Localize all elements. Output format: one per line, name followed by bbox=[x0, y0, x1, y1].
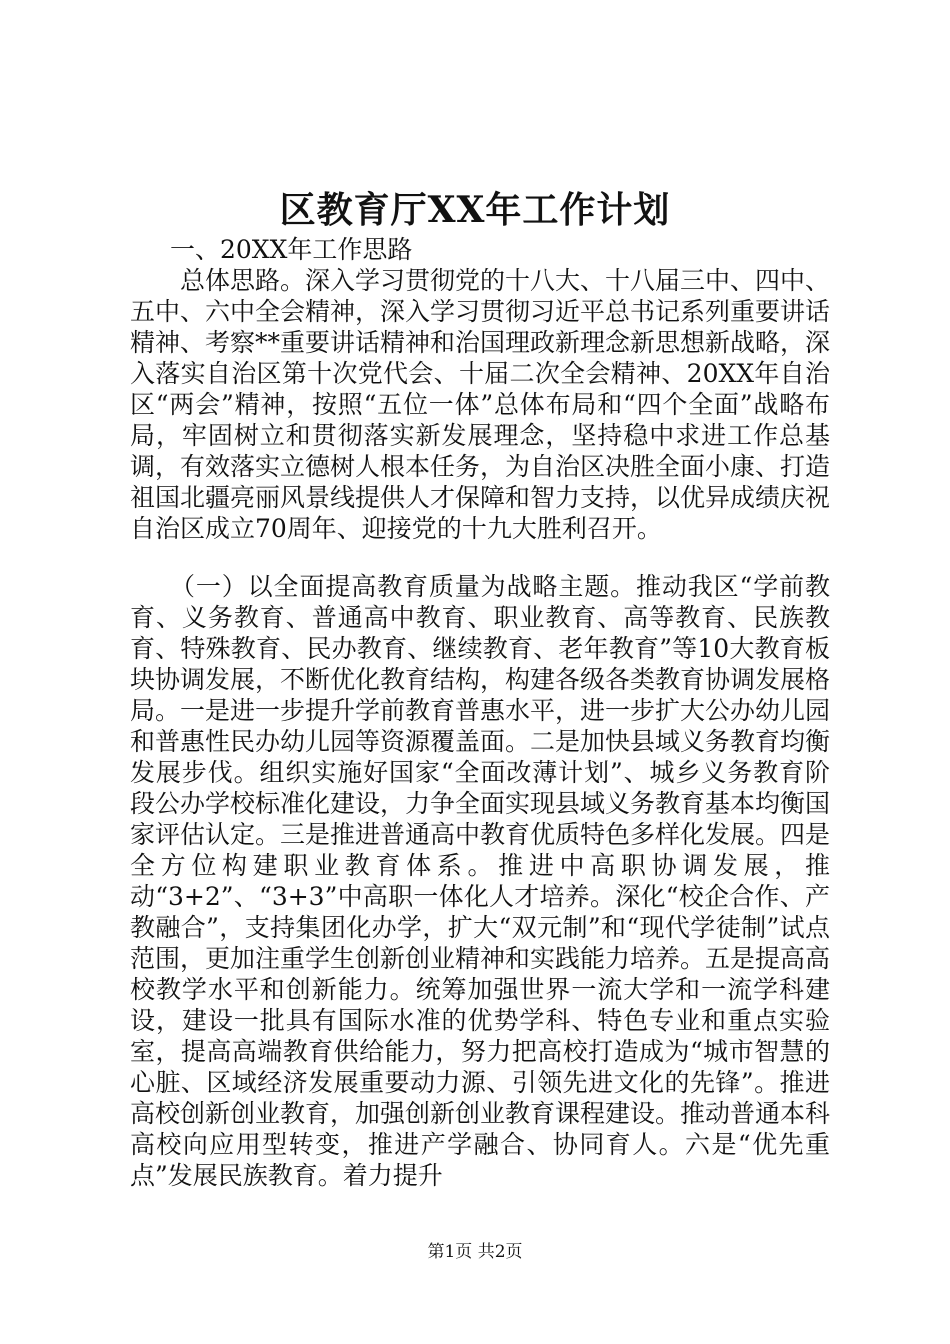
page-footer: 第1页 共2页 bbox=[427, 1242, 523, 1262]
paragraph-education-quality: （一）以全面提高教育质量为战略主题。推动我区“学前教育、义务教育、普通高中教育、职业教育、高等教育、民族教育、特殊教育、民办教育、继续教育、老年教育”等10大教育板块协调发展，不断优化教育结构，构建各级各类教育协调发展格局。一是进一步提升学前教育普惠水平，进一步扩大公办幼儿园和普惠性民办幼儿园等资源覆盖面。二是加快县域义务教育均衡发展步伐。组织实施好国家“全面改薄计划”、城乡义务教育阶段公办学校标准化建设，力争全面实现县域义务教育基本均衡国家评估认定。三是推进普通高中教育优质特色多样化发展。四是全方位构建职业教育体系。推进中高职协调发展，推动“3+2”、“3+3”中高职一体化人才培养。深化“校企合作、产教融合”，支持集团化办学，扩大“双元制”和“现代学徒制”试点范围，更加注重学生创新创业精神和实践能力培养。五是提高高校教学水平和创新能力。统筹加强世界一流大学和一流学科建设，建设一批具有国际水准的优势学科、特色专业和重点实验室，提高高端教育供给能力，努力把高校打造成为“城市智慧的心脏、区域经济发展重要动力源、引领先进文化的先锋”。推进高校创新创业教育，加强创新创业教育课程建设。推动普通本科高校向应用型转变，推进产学融合、协同育人。六是“优先重点”发展民族教育。着力提升 bbox=[130, 572, 831, 1190]
document-title: 区教育厅XX年工作计划 bbox=[279, 189, 671, 231]
paragraph-overall-approach: 总体思路。深入学习贯彻党的十八大、十八届三中、四中、五中、六中全会精神，深入学习贯彻习近平总书记系列重要讲话精神、考察**重要讲话精神和治国理政新理念新思想新战略，深入落实自治区第十次党代会、十届二次全会精神、20XX年自治区“两会”精神，按照“五位一体”总体布局和“四个全面”战略布局，牢固树立和贯彻落实新发展理念，坚持稳中求进工作总基调，有效落实立德树人根本任务，为自治区决胜全面小康、打造祖国北疆亮丽风景线提供人才保障和智力支持，以优异成绩庆祝自治区成立70周年、迎接党的十九大胜利召开。 bbox=[130, 266, 831, 543]
section-heading: 一、20XX年工作思路 bbox=[170, 235, 413, 264]
